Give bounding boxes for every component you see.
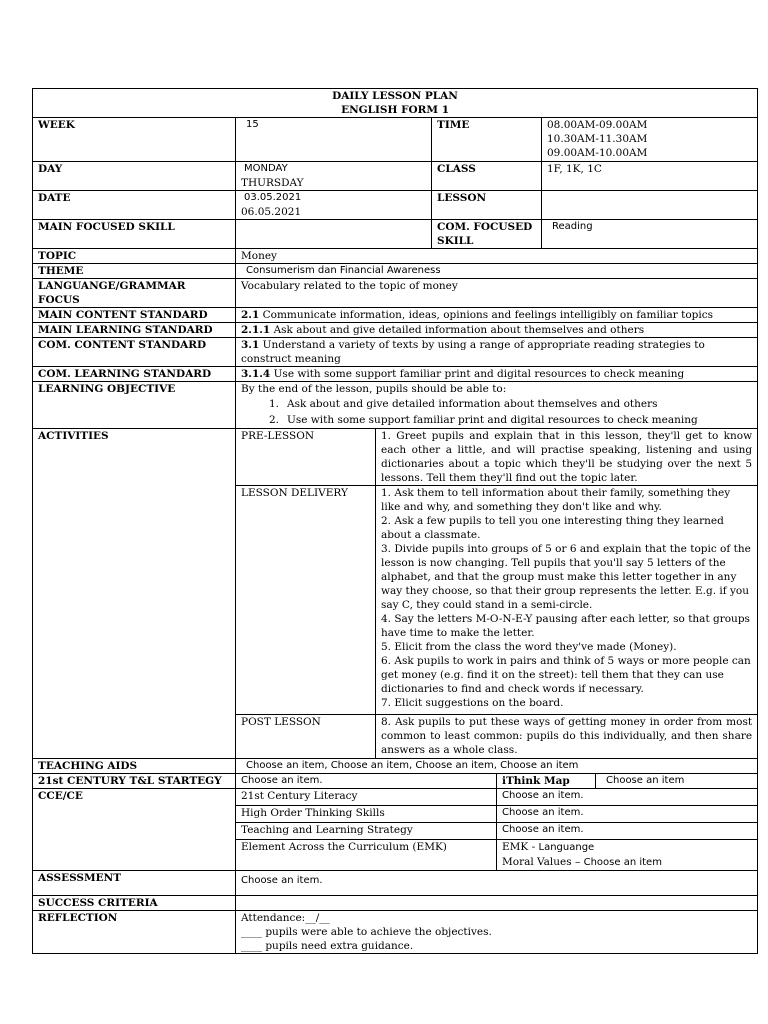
cce-label: CCE/CE <box>33 789 236 871</box>
time-label: TIME <box>432 118 542 162</box>
objective-item <box>241 412 752 428</box>
theme-value: Consumerism dan Financial Awareness <box>236 264 758 279</box>
topic-label: TOPIC <box>33 249 236 264</box>
time-values <box>542 118 758 162</box>
lesson-value <box>542 191 758 220</box>
objective-intro: By the end of the lesson, pupils should be able to: <box>241 383 507 395</box>
com-learning-standard-code: 3.1.4 <box>241 368 271 380</box>
grammar-value: Vocabulary related to the topic of money <box>236 279 758 308</box>
learning-objective-value <box>236 382 758 429</box>
success-criteria-label: SUCCESS CRITERIA <box>33 896 236 911</box>
objective-number: 1. <box>268 398 279 410</box>
com-skill-value: Reading <box>542 220 758 249</box>
day-values <box>236 162 432 191</box>
objective-text: Use with some support familiar print and digital resources to check meaning <box>287 414 698 426</box>
delivery-step: 6. Ask pupils to work in pairs and think of 5 ways or more people can get money (e.g. find it on the street): tell them that they can use dictionaries to find and check words if necessary. <box>381 655 751 695</box>
emk-values <box>497 840 758 871</box>
delivery-step: 7. Elicit suggestions on the board. <box>381 697 564 709</box>
objective-text: Ask about and give detailed information about themselves and others <box>287 398 658 410</box>
lesson-delivery-steps <box>376 486 758 715</box>
reflection-attendance: Attendance:__/__ <box>241 912 330 924</box>
emk-label: Element Across the Curriculum (EMK) <box>236 840 497 871</box>
ithink-map-value[interactable]: Choose an item <box>596 774 758 789</box>
lesson-delivery-label: LESSON DELIVERY <box>236 486 376 715</box>
main-content-standard-value <box>236 308 758 323</box>
post-lesson-text: 8. Ask pupils to put these ways of getting money in order from most common to least common: pupils do this individually, and then share answers as a whole class. <box>376 715 758 759</box>
grammar-label: LANGUANGE/GRAMMAR FOCUS <box>33 279 236 308</box>
date-label: DATE <box>33 191 236 220</box>
time-value-3: 09.00AM-10.00AM <box>547 147 648 159</box>
cce-row-label: 21st Century Literacy <box>236 789 497 806</box>
main-learning-standard-text: Ask about and give detailed information about themselves and others <box>273 324 645 336</box>
date-value-2: 06.05.2021 <box>241 206 302 218</box>
title-line-2: ENGLISH FORM 1 <box>341 104 449 116</box>
day-value-2: THURSDAY <box>241 177 304 189</box>
emk-prefix: EMK - <box>502 841 536 853</box>
topic-value: Money <box>236 249 758 264</box>
moral-values-value[interactable]: Choose an item <box>583 857 662 868</box>
main-content-standard-text: Communicate information, ideas, opinions and feelings intelligibly on familiar topics <box>262 309 714 321</box>
cce-row-label: High Order Thinking Skills <box>236 806 497 823</box>
main-content-standard-label: MAIN CONTENT STANDARD <box>33 308 236 323</box>
main-learning-standard-value <box>236 323 758 338</box>
teaching-aids-label: TEACHING AIDS <box>33 759 236 774</box>
pre-lesson-label: PRE-LESSON <box>236 429 376 486</box>
com-content-standard-code: 3.1 <box>241 339 260 351</box>
com-content-standard-value <box>236 338 758 367</box>
com-learning-standard-label: COM. LEARNING STANDARD <box>33 367 236 382</box>
lesson-plan-table <box>32 88 758 954</box>
main-skill-value <box>236 220 432 249</box>
com-learning-standard-text: Use with some support familiar print and digital resources to check meaning <box>273 368 685 380</box>
delivery-step: 1. Ask them to tell information about their family, something they like and why, and something they don't like and why. <box>381 487 731 513</box>
reflection-value <box>236 911 758 954</box>
delivery-step: 4. Say the letters M-O-N-E-Y pausing after each letter, so that groups have time to make the letter. <box>381 613 750 639</box>
reflection-achieved: ____ pupils were able to achieve the objectives. <box>241 926 492 938</box>
com-skill-label: COM. FOCUSED SKILL <box>432 220 542 249</box>
document-title <box>33 89 758 118</box>
main-skill-label: MAIN FOCUSED SKILL <box>33 220 236 249</box>
pre-lesson-text: 1. Greet pupils and explain that in this lesson, they'll get to know each other a little, and will practise speaking, listening and using dictionaries about a topic which they'll be studying over the next 5 lessons. Tell them they'll find out the topic later. <box>376 429 758 486</box>
time-value-2: 10.30AM-11.30AM <box>547 133 648 145</box>
century-strategy-label: 21st CENTURY T&L STARTEGY <box>33 774 236 789</box>
class-value: 1F, 1K, 1C <box>542 162 758 191</box>
ithink-map-label: iThink Map <box>497 774 596 789</box>
assessment-label: ASSESSMENT <box>33 871 236 896</box>
century-strategy-value[interactable]: Choose an item. <box>236 774 497 789</box>
objective-number: 2. <box>268 414 279 426</box>
assessment-value[interactable]: Choose an item. <box>236 871 758 896</box>
lesson-plan-document <box>32 88 757 954</box>
com-content-standard-text: Understand a variety of texts by using a range of appropriate reading strategies to construct meaning <box>241 339 705 365</box>
date-value-1: 03.05.2021 <box>244 192 302 203</box>
day-value-1: MONDAY <box>244 163 288 174</box>
objective-item <box>241 396 752 412</box>
date-values <box>236 191 432 220</box>
post-lesson-label: POST LESSON <box>236 715 376 759</box>
learning-objective-label: LEARNING OBJECTIVE <box>33 382 236 429</box>
activities-label: ACTIVITIES <box>33 429 236 759</box>
reflection-guidance: ____ pupils need extra guidance. <box>241 940 414 952</box>
success-criteria-value <box>236 896 758 911</box>
day-label: DAY <box>33 162 236 191</box>
cce-row-value[interactable]: Choose an item. <box>497 823 758 840</box>
moral-values-line <box>502 855 752 870</box>
title-line-1: DAILY LESSON PLAN <box>332 90 458 102</box>
moral-values-prefix: Moral Values – <box>502 856 581 868</box>
week-value: 15 <box>236 118 432 162</box>
main-learning-standard-label: MAIN LEARNING STANDARD <box>33 323 236 338</box>
time-value-1: 08.00AM-09.00AM <box>547 119 648 131</box>
delivery-step: 3. Divide pupils into groups of 5 or 6 and explain that the topic of the lesson is now changing. Tell pupils that you'll say 5 letters of the alphabet, and that the group must make this letter together in any way they choose, so that their group represents the letter. E.g. if you say C, they could stand in a semi-circle. <box>381 543 751 611</box>
cce-row-value[interactable]: Choose an item. <box>497 789 758 806</box>
theme-label: THEME <box>33 264 236 279</box>
class-label: CLASS <box>432 162 542 191</box>
teaching-aids-value[interactable]: Choose an item, Choose an item, Choose an item, Choose an item <box>236 759 758 774</box>
emk-language-value[interactable]: Languange <box>538 842 595 853</box>
cce-row-value[interactable]: Choose an item. <box>497 806 758 823</box>
main-learning-standard-code: 2.1.1 <box>241 324 271 336</box>
com-content-standard-label: COM. CONTENT STANDARD <box>33 338 236 367</box>
com-learning-standard-value <box>236 367 758 382</box>
cce-row-label: Teaching and Learning Strategy <box>236 823 497 840</box>
main-content-standard-code: 2.1 <box>241 309 260 321</box>
delivery-step: 5. Elicit from the class the word they've made (Money). <box>381 641 677 653</box>
lesson-label: LESSON <box>432 191 542 220</box>
reflection-label: REFLECTION <box>33 911 236 954</box>
week-label: WEEK <box>33 118 236 162</box>
emk-language-line <box>502 840 752 855</box>
delivery-step: 2. Ask a few pupils to tell you one interesting thing they learned about a classmate. <box>381 515 724 541</box>
